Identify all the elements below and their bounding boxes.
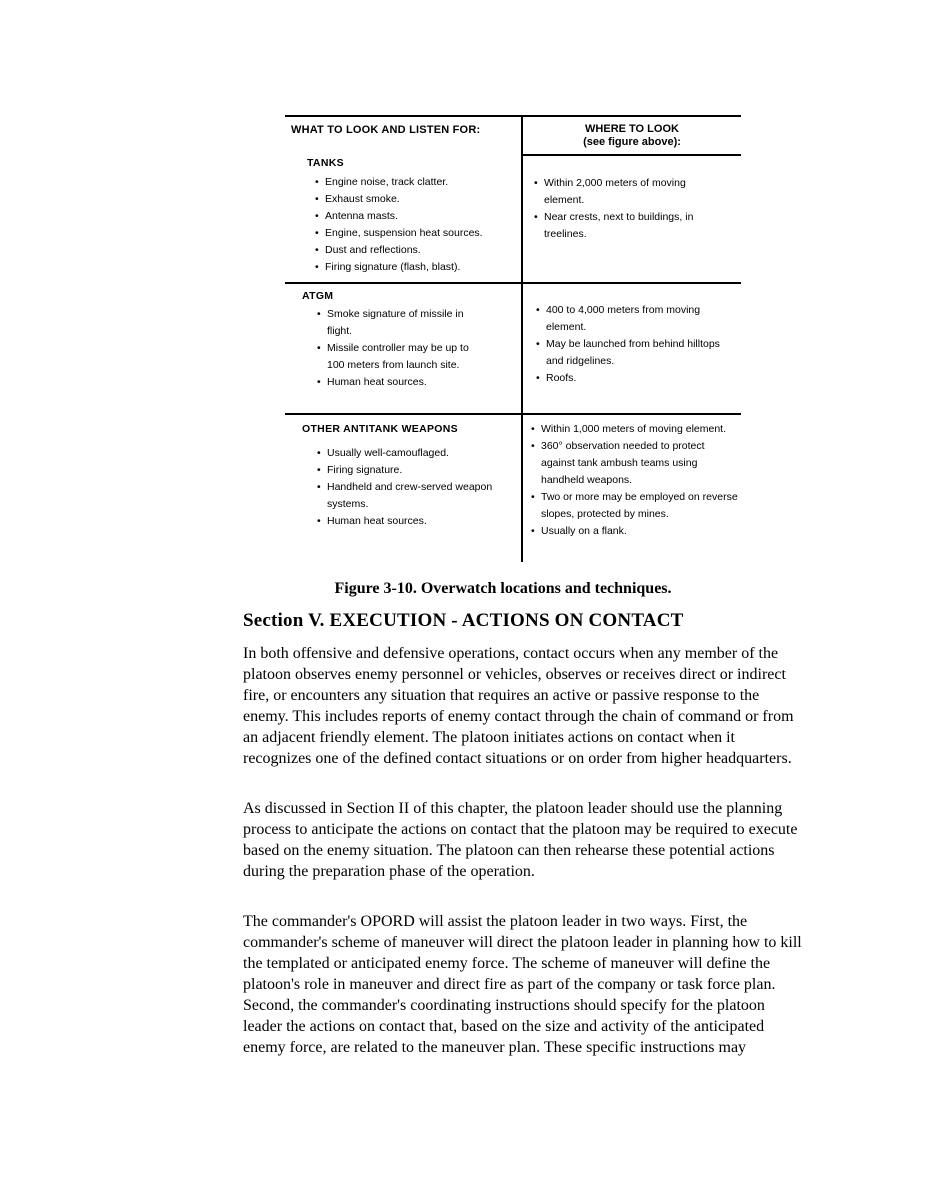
- list-item: • Human heat sources.: [317, 513, 497, 530]
- list-item: • Engine noise, track clatter.: [315, 174, 521, 191]
- category-atgm: ATGM: [302, 290, 334, 302]
- overwatch-figure-table: [285, 115, 741, 562]
- column-header-where-line2: (see figure above):: [583, 136, 681, 148]
- list-item: • Exhaust smoke.: [315, 191, 521, 208]
- other-antitank-look-for-list: [317, 445, 497, 530]
- list-item: • Firing signature.: [317, 462, 497, 479]
- column-header-where-line1: WHERE TO LOOK: [585, 123, 679, 135]
- atgm-look-for-list: [317, 306, 477, 391]
- category-other-antitank: OTHER ANTITANK WEAPONS: [302, 423, 458, 435]
- table-top-border: [285, 115, 741, 117]
- list-item: • Roofs.: [536, 370, 736, 387]
- column-header-look-for: WHAT TO LOOK AND LISTEN FOR:: [291, 124, 481, 136]
- list-item: • 360° observation needed to protect against tank ambush teams using handheld weapons.: [531, 438, 741, 489]
- tanks-where-list: [534, 175, 724, 243]
- atgm-where-list: [536, 302, 736, 387]
- list-item: • Handheld and crew-served weapon systems.: [317, 479, 497, 513]
- list-item: • Two or more may be employed on reverse slopes, protected by mines.: [531, 489, 741, 523]
- figure-caption: Figure 3-10. Overwatch locations and techniques.: [334, 580, 672, 597]
- tanks-look-for-list: [315, 174, 521, 276]
- header-underline: [523, 154, 741, 156]
- column-header-where: [523, 123, 741, 149]
- row-divider-2: [285, 413, 741, 415]
- list-item: • Usually on a flank.: [531, 523, 741, 540]
- other-antitank-where-list: [531, 421, 741, 540]
- list-item: • Near crests, next to buildings, in treelines.: [534, 209, 724, 243]
- paragraph-1: In both offensive and defensive operations, contact occurs when any member of the platoon observes enemy personnel or vehicles, observes or receives direct or indirect fire, or encounters any situation that requires an active or passive response to the enemy. This includes reports of enemy contact through the chain of command or from an adjacent friendly element. The platoon initiates actions on contact when it recognizes one of the defined contact situations or on order from higher headquarters.: [243, 645, 794, 767]
- list-item: • Missile controller may be up to 100 meters from launch site.: [317, 340, 477, 374]
- list-item: • Within 1,000 meters of moving element.: [531, 421, 741, 438]
- list-item: • May be launched from behind hilltops and ridgelines.: [536, 336, 736, 370]
- paragraph-2: As discussed in Section II of this chapter, the platoon leader should use the planning process to anticipate the actions on contact that the platoon may be required to execute based on the enemy situation. The platoon can then rehearse these potential actions during the preparation phase of the operation.: [243, 800, 798, 880]
- list-item: • Smoke signature of missile in flight.: [317, 306, 477, 340]
- list-item: • Firing signature (flash, blast).: [315, 259, 521, 276]
- category-tanks: TANKS: [307, 157, 344, 169]
- list-item: • Within 2,000 meters of moving element.: [534, 175, 724, 209]
- list-item: • Engine, suspension heat sources.: [315, 225, 521, 242]
- list-item: • Usually well-camouflaged.: [317, 445, 497, 462]
- list-item: • Human heat sources.: [317, 374, 477, 391]
- list-item: • Dust and reflections.: [315, 242, 521, 259]
- row-divider-1: [285, 282, 741, 284]
- table-column-divider: [521, 115, 523, 562]
- list-item: • 400 to 4,000 meters from moving element.: [536, 302, 736, 336]
- paragraph-3: The commander's OPORD will assist the platoon leader in two ways. First, the commander's scheme of maneuver will direct the platoon leader in planning how to kill the templated or anticipated enemy force. The scheme of maneuver will define the platoon's role in maneuver and direct fire as part of the company or task force plan. Second, the commander's coordinating instructions should specify for the platoon leader the actions on contact that, based on the size and activity of the anticipated enemy force, are related to the maneuver plan. These specific instructions may: [243, 913, 802, 1056]
- list-item: • Antenna masts.: [315, 208, 521, 225]
- section-title: Section V. EXECUTION - ACTIONS ON CONTACT: [243, 610, 684, 631]
